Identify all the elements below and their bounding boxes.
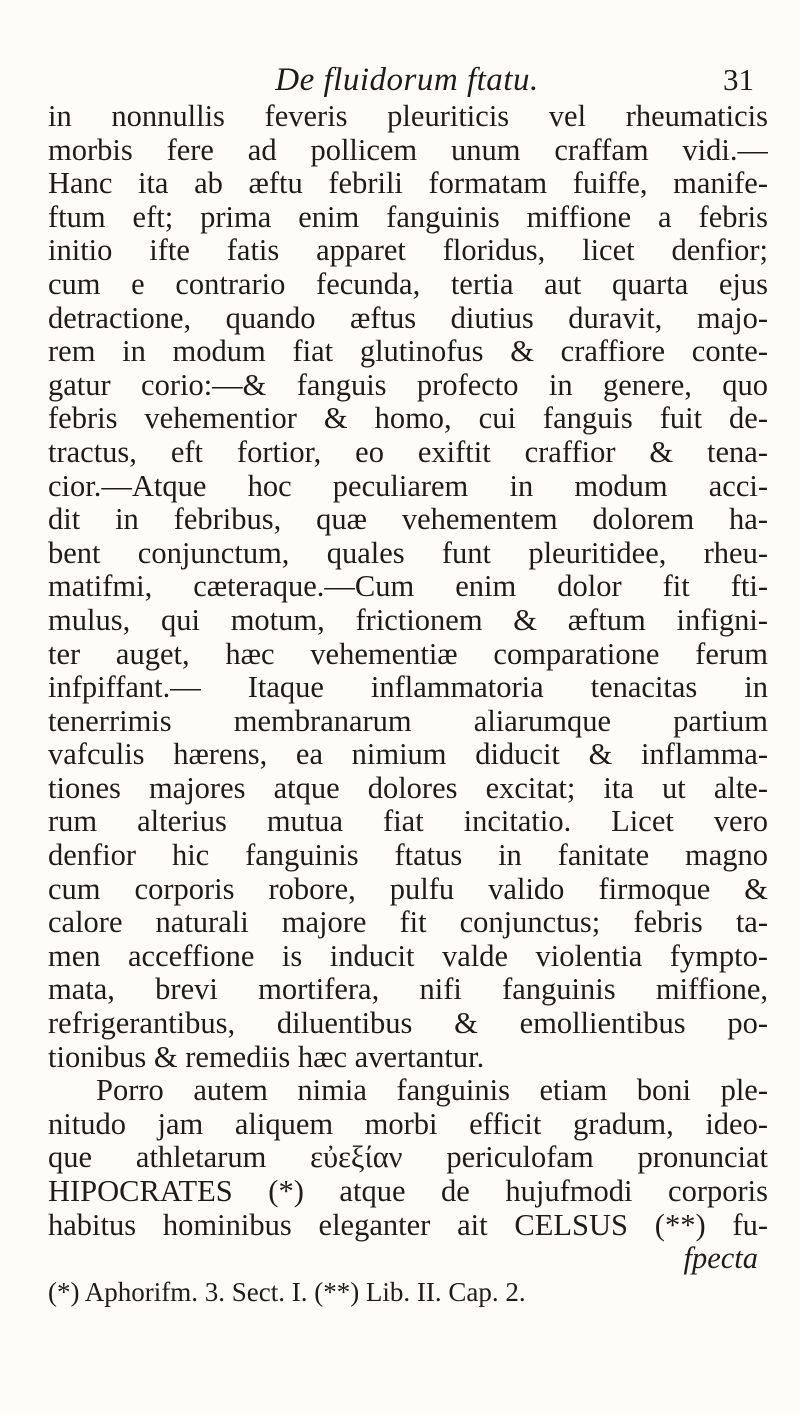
text-line: morbis fere ad pollicem unum craffam vidi.— — [48, 133, 768, 167]
text-line: dit in febribus, quæ vehementem dolorem ha- — [48, 503, 768, 537]
text-line: Hanc ita ab æftu febrili formatam fuiffe, manife- — [48, 167, 768, 201]
text-line: initio ifte fatis apparet floridus, licet denfior; — [48, 234, 768, 268]
catchword: fpecta — [683, 1241, 758, 1276]
text-line: bent conjunctum, quales funt pleuritidee, rheu- — [48, 536, 768, 570]
text-line: rum alterius mutua fiat incitatio. Licet vero — [48, 805, 768, 839]
text-line: detractione, quando æftus diutius duravit, majo- — [48, 301, 768, 335]
text-line: tionibus & remediis hæc avertantur. — [48, 1040, 485, 1074]
text-line: gatur corio:—& fanguis profecto in genere, quo — [48, 368, 768, 402]
running-title: De fluidorum ftatu. — [275, 62, 539, 98]
text-line: denfior hic fanguinis ftatus in fanitate magno — [48, 839, 768, 873]
footnotes: (*) Aphorifm. 3. Sect. I. (**) Lib. II. Cap. 2. — [48, 1276, 526, 1307]
text-line: mulus, qui motum, frictionem & æftum infigni- — [48, 603, 768, 637]
text-line: refrigerantibus, diluentibus & emollientibus po- — [48, 1007, 768, 1041]
text-line: vafculis hærens, ea nimium diducit & inflamma- — [48, 738, 768, 772]
text-line: ftum eft; prima enim fanguinis miffione a febris — [48, 200, 768, 234]
text-line: mata, brevi mortifera, nifi fanguinis miffione, — [48, 973, 768, 1007]
text-line: ter auget, hæc vehementiæ comparatione ferum — [48, 637, 768, 671]
text-line: in nonnullis feveris pleuriticis vel rheumaticis — [48, 100, 768, 133]
text-line: tenerrimis membranarum aliarumque partium — [48, 704, 768, 738]
text-line: matifmi, cæteraque.—Cum enim dolor fit fti- — [48, 570, 768, 604]
text-line: cum e contrario fecunda, tertia aut quarta ejus — [48, 267, 768, 301]
paragraph-first-line: Porro autem nimia fanguinis etiam boni ple- — [96, 1074, 768, 1108]
text-line: que athletarum εὐεξίαν periculofam pronunciat — [48, 1141, 768, 1175]
text-line: cior.—Atque hoc peculiarem in modum acci- — [48, 469, 768, 503]
text-line: calore naturali majore fit conjunctus; febris ta- — [48, 906, 768, 940]
text-line: febris vehementior & homo, cui fanguis fuit de- — [48, 402, 768, 436]
page-number: 31 — [723, 62, 754, 97]
page-header — [52, 62, 762, 100]
text-line: cum corporis robore, pulfu valido firmoque & — [48, 872, 768, 906]
text-line: tractus, eft fortior, eo exiftit craffior & tena- — [48, 435, 768, 469]
text-line: men acceffione is inducit valde violentia fympto- — [48, 939, 768, 973]
text-line: tiones majores atque dolores excitat; ita ut alte- — [48, 771, 768, 805]
text-line: habitus hominibus eleganter ait CELSUS (**) fu- — [48, 1208, 768, 1242]
text-line: HIPOCRATES (*) atque de hujufmodi corporis — [48, 1175, 768, 1208]
body-text — [48, 100, 768, 1309]
text-line: infpiffant.— Itaque inflammatoria tenacitas in — [48, 671, 768, 705]
text-line: nitudo jam aliquem morbi efficit gradum, ideo- — [48, 1107, 768, 1141]
text-line: rem in modum fiat glutinofus & craffiore conte- — [48, 335, 768, 369]
